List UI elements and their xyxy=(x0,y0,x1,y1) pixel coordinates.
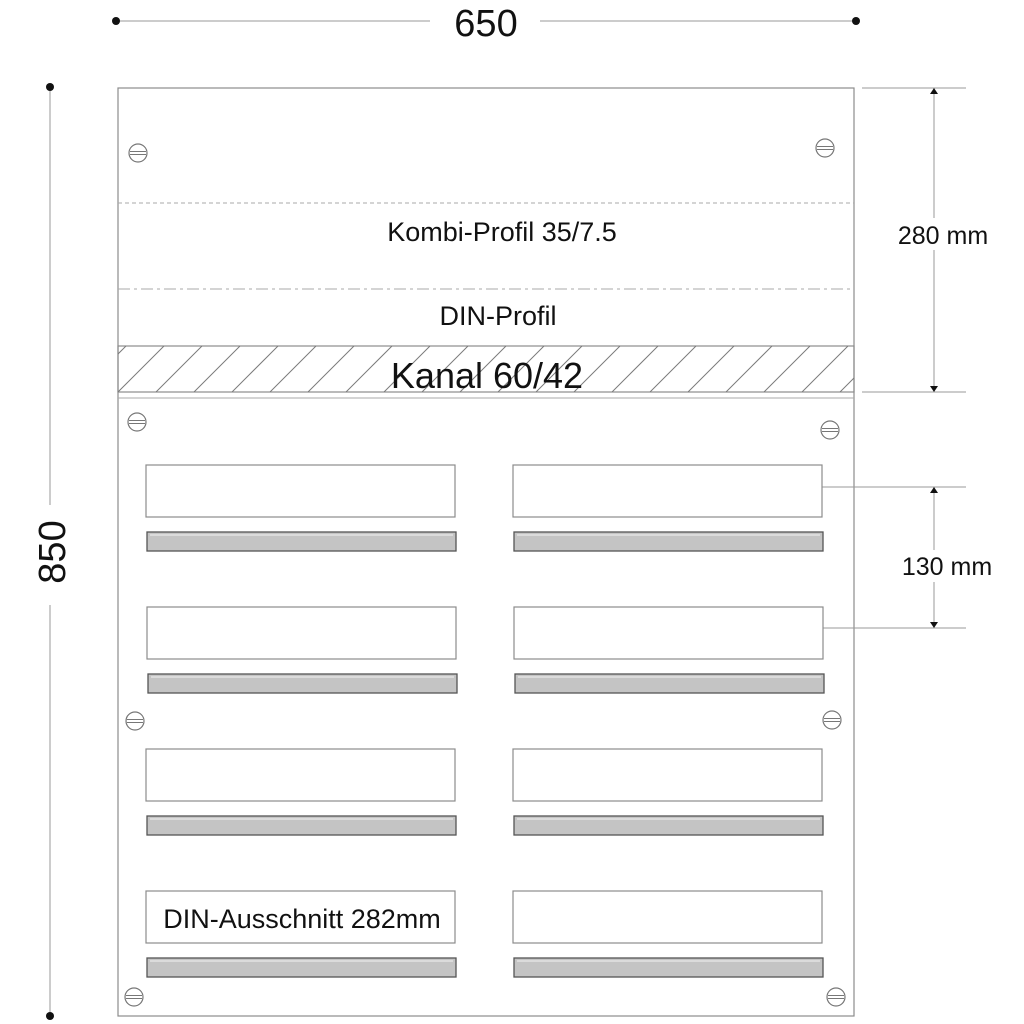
hatch-line xyxy=(194,346,240,392)
screw-icon xyxy=(816,139,834,157)
hatch-line xyxy=(840,346,886,392)
height-dimension xyxy=(28,83,74,1020)
dimension-endpoint xyxy=(852,17,860,25)
module-cutout-slot xyxy=(146,749,455,801)
upper-section-dimension xyxy=(862,88,998,392)
screw-icon xyxy=(827,988,845,1006)
dimension-endpoint xyxy=(46,1012,54,1020)
module-cutout-slot xyxy=(513,465,822,517)
cable-channel-label: Kanal 60/42 xyxy=(390,355,584,396)
screw-icon xyxy=(125,988,143,1006)
width-dimension xyxy=(112,2,860,45)
module-cutout-slot xyxy=(513,891,822,943)
screw-icon xyxy=(128,413,146,431)
hatch-line xyxy=(650,346,696,392)
kombi-profile-label: Kombi-Profil 35/7.5 xyxy=(387,217,617,247)
din-profile-label: DIN-Profil xyxy=(439,301,557,331)
hatch-line xyxy=(80,346,126,392)
module-cutout-slot xyxy=(514,607,823,659)
screw-icon xyxy=(126,712,144,730)
hatch-line xyxy=(726,346,772,392)
screw-icon xyxy=(823,711,841,729)
hatch-line xyxy=(270,346,316,392)
dimension-arrow xyxy=(930,386,938,392)
module-grid xyxy=(146,465,824,977)
dimension-arrow xyxy=(930,88,938,94)
module-cutout-slot xyxy=(513,749,822,801)
cable-channel xyxy=(80,346,924,396)
module-pitch-dimension-label: 130 mm xyxy=(901,553,993,581)
module-cutout-slot xyxy=(146,465,455,517)
upper-section-dimension-label: 280 mm xyxy=(897,222,989,250)
dimension-arrow xyxy=(930,622,938,628)
hatch-line xyxy=(232,346,278,392)
width-label: 650 xyxy=(454,3,518,45)
hatch-line xyxy=(118,346,164,392)
hatch-line xyxy=(688,346,734,392)
hatch-line xyxy=(156,346,202,392)
hatch-line xyxy=(878,346,924,392)
hatch-line xyxy=(612,346,658,392)
hatch-line xyxy=(346,346,392,392)
height-label: 850 xyxy=(32,520,74,584)
screw-icon xyxy=(129,144,147,162)
dimension-endpoint xyxy=(112,17,120,25)
screw-group xyxy=(125,139,845,1006)
hatch-line xyxy=(308,346,354,392)
dimension-arrow xyxy=(930,487,938,493)
din-cutout-label: DIN-Ausschnitt 282mm xyxy=(163,904,441,934)
module-cutout-slot xyxy=(147,607,456,659)
hatch-line xyxy=(764,346,810,392)
dimension-endpoint xyxy=(46,83,54,91)
screw-icon xyxy=(821,421,839,439)
module-pitch-dimension xyxy=(814,487,1002,628)
hatch-line xyxy=(802,346,848,392)
